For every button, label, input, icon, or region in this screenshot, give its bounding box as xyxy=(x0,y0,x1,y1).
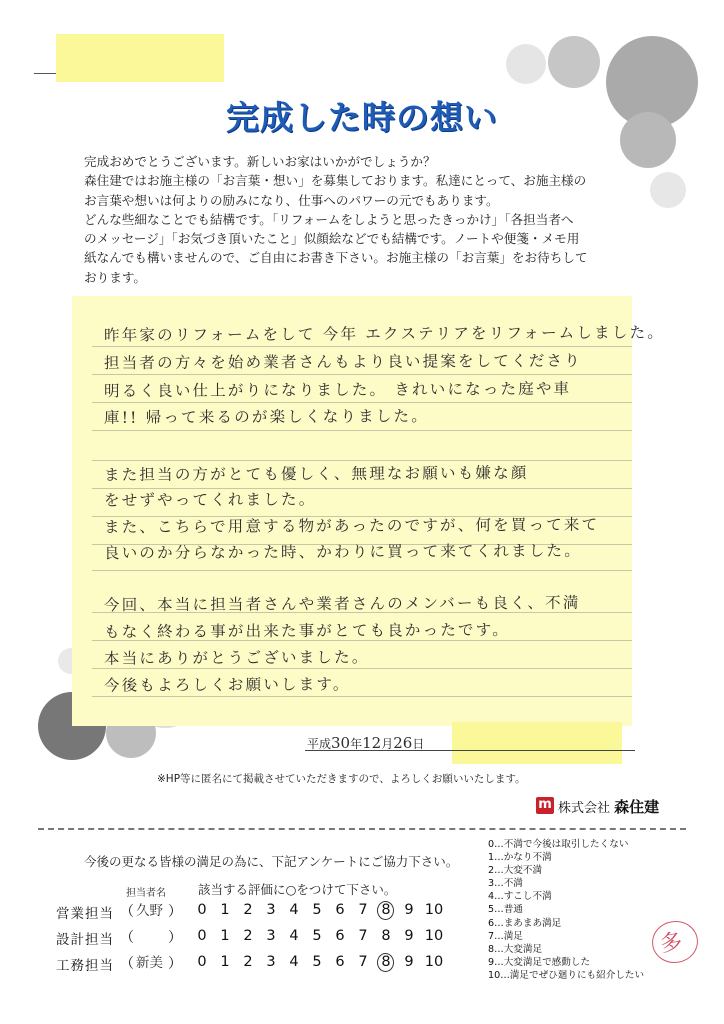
score-option[interactable]: 1 xyxy=(220,954,230,970)
score-option-selected[interactable]: 8 xyxy=(381,954,391,970)
score-option[interactable]: 2 xyxy=(243,928,253,944)
paren-close: ） xyxy=(168,930,182,946)
scale-item: 9…大変満足で感動した xyxy=(488,956,591,968)
staff-name: 久野 xyxy=(136,903,163,919)
handwritten-line: もなく終わる事が出来た事がとても良かったです。 xyxy=(103,620,510,642)
company-name xyxy=(558,796,659,817)
date-month: 12 xyxy=(362,734,382,752)
score-option[interactable]: 7 xyxy=(358,954,368,970)
rating-scale-legend xyxy=(488,838,644,982)
score-option[interactable]: 4 xyxy=(289,928,299,944)
handwritten-line: 担当者の方々を始め業者さんもより良い提案をしてくださり xyxy=(103,351,582,373)
survey-header-person: 担当者名 xyxy=(126,888,166,899)
score-option[interactable]: 9 xyxy=(404,954,414,970)
score-option[interactable]: 0 xyxy=(197,902,207,918)
ruled-line xyxy=(92,374,632,375)
ruled-line xyxy=(92,430,632,431)
intro-line: 紙なんでも構いませんので、ご自由にお書き下さい。お施主様の「お言葉」をお待ちして xyxy=(84,250,588,266)
cut-line xyxy=(38,828,686,830)
handwritten-line: 本当にありがとうございました。 xyxy=(103,648,370,668)
page-title: 完成した時の想い xyxy=(226,98,498,137)
score-option[interactable]: 4 xyxy=(289,902,299,918)
date-era: 平成 xyxy=(307,737,332,751)
date-day: 26 xyxy=(393,734,413,752)
date-year-unit: 年 xyxy=(350,737,363,751)
score-option-selected[interactable]: 8 xyxy=(381,902,391,918)
decorative-circle xyxy=(506,44,546,84)
decorative-circle xyxy=(548,36,600,88)
handwritten-line: 今後もよろしくお願いします。 xyxy=(103,675,351,695)
date xyxy=(307,734,424,752)
handwritten-line: 庫!! 帰って来るのが楽しくなりました。 xyxy=(103,407,429,427)
paren-open: （ xyxy=(120,930,134,946)
score-option[interactable]: 1 xyxy=(220,902,230,918)
survey-row-label: 設計担当 xyxy=(56,932,114,948)
score-option[interactable]: 6 xyxy=(335,954,345,970)
selected-score-circle xyxy=(377,901,394,920)
company-prefix: 株式会社 xyxy=(558,801,611,816)
scale-item: 1…かなり不満 xyxy=(488,852,552,864)
score-option[interactable]: 3 xyxy=(266,928,276,944)
paren-open: （ xyxy=(120,904,134,920)
score-option[interactable]: 10 xyxy=(424,928,444,944)
score-option[interactable]: 5 xyxy=(312,954,322,970)
score-option[interactable]: 1 xyxy=(220,928,230,944)
seal-stamp-character: 多 xyxy=(658,929,685,958)
ruled-line xyxy=(92,402,632,403)
score-option[interactable]: 0 xyxy=(197,954,207,970)
scale-item: 7…満足 xyxy=(488,930,523,942)
intro-text xyxy=(84,152,624,287)
score-option[interactable]: 10 xyxy=(424,902,444,918)
handwritten-line: また、こちらで用意する物があったのですが、何を買って来て xyxy=(103,515,600,537)
score-option[interactable]: 8 xyxy=(381,928,391,944)
score-option[interactable]: 4 xyxy=(289,954,299,970)
score-option[interactable]: 3 xyxy=(266,902,276,918)
ruled-line xyxy=(92,570,632,571)
score-option[interactable]: 2 xyxy=(243,954,253,970)
scale-item: 8…大変満足 xyxy=(488,943,543,955)
score-option[interactable]: 7 xyxy=(358,928,368,944)
company-logo-icon: m xyxy=(536,797,554,814)
score-option[interactable]: 9 xyxy=(404,928,414,944)
paren-close: ） xyxy=(168,904,182,920)
decorative-circle xyxy=(650,172,686,208)
intro-line: 完成おめでとうございます。新しいお家はいかがでしょうか？ xyxy=(84,154,436,169)
date-month-unit: 月 xyxy=(381,737,394,751)
company-brand: 森住建 xyxy=(614,798,660,816)
scale-item: 3…不満 xyxy=(488,878,523,890)
handwritten-line: また担当の方がとても優しく、無理なお願いも嫌な顔 xyxy=(103,463,529,485)
scale-item: 4…すこし不満 xyxy=(488,891,552,903)
survey-row-label: 工務担当 xyxy=(56,958,114,974)
selected-score-circle xyxy=(377,953,394,972)
score-option[interactable]: 3 xyxy=(266,954,276,970)
handwritten-line: 今回、本当に担当者さんや業者さんのメンバーも良く、不満 xyxy=(103,593,581,615)
scale-item: 2…大変不満 xyxy=(488,865,543,877)
handwritten-line: をせずやってくれました。 xyxy=(103,490,317,510)
intro-line: おります。 xyxy=(84,269,146,285)
survey-row-label: 営業担当 xyxy=(56,906,114,922)
handwritten-line: 良いのか分らなかった時、かわりに買って来てくれました。 xyxy=(103,541,582,563)
scale-item: 6…まあまあ満足 xyxy=(488,917,562,929)
intro-line: どんな些細なことでも結構です。「リフォームをしようと思ったきっかけ」「各担当者へ xyxy=(84,211,574,227)
publication-note: ※HP等に匿名にて掲載させていただきますので、よろしくお願いいたします。 xyxy=(157,773,526,785)
score-option[interactable]: 5 xyxy=(312,928,322,944)
intro-line: お言葉や想いは何よりの励みになり、仕事へのパワーの元でもあります。 xyxy=(84,192,499,208)
score-option[interactable]: 5 xyxy=(312,902,322,918)
scale-item: 5…普通 xyxy=(488,904,523,916)
paren-open: （ xyxy=(120,956,134,972)
intro-line: のメッセージ」「お気づき頂いたこと」似顔絵などでも結構です。ノートや便箋・メモ用 xyxy=(84,231,580,247)
score-option[interactable]: 0 xyxy=(197,928,207,944)
scale-item: 0…不満で今後は取引したくない xyxy=(488,839,629,850)
score-option[interactable]: 10 xyxy=(424,954,444,970)
intro-line: 森住建ではお施主様の「お言葉・想い」を募集しております。私達にとって、お施主様の xyxy=(84,173,587,189)
score-option[interactable]: 7 xyxy=(358,902,368,918)
handwritten-line: 昨年家のリフォームをして 今年 エクステリアをリフォームしました。 xyxy=(103,323,666,345)
date-year: 30 xyxy=(331,734,351,752)
handwritten-line: 明るく良い仕上がりになりました。 きれいになった庭や車 xyxy=(103,379,572,401)
date-day-unit: 日 xyxy=(412,737,425,751)
scale-item: 10…満足でぜひ廻りにも紹介したい xyxy=(488,969,645,981)
score-option[interactable]: 6 xyxy=(335,928,345,944)
ruled-line xyxy=(92,346,632,347)
survey-header-evaluation: 該当する評価に○をつけて下さい。 xyxy=(198,882,397,897)
paren-close: ） xyxy=(168,956,182,972)
redacted-signature-box xyxy=(452,722,622,764)
staff-name: 新美 xyxy=(136,955,163,971)
score-option[interactable]: 2 xyxy=(243,902,253,918)
survey-intro: 今後の更なる皆様の満足の為に、下記アンケートにご協力下さい。 xyxy=(84,854,459,869)
redacted-name-box xyxy=(56,34,224,82)
ruled-line xyxy=(92,696,632,697)
score-option[interactable]: 9 xyxy=(404,902,414,918)
score-option[interactable]: 6 xyxy=(335,902,345,918)
